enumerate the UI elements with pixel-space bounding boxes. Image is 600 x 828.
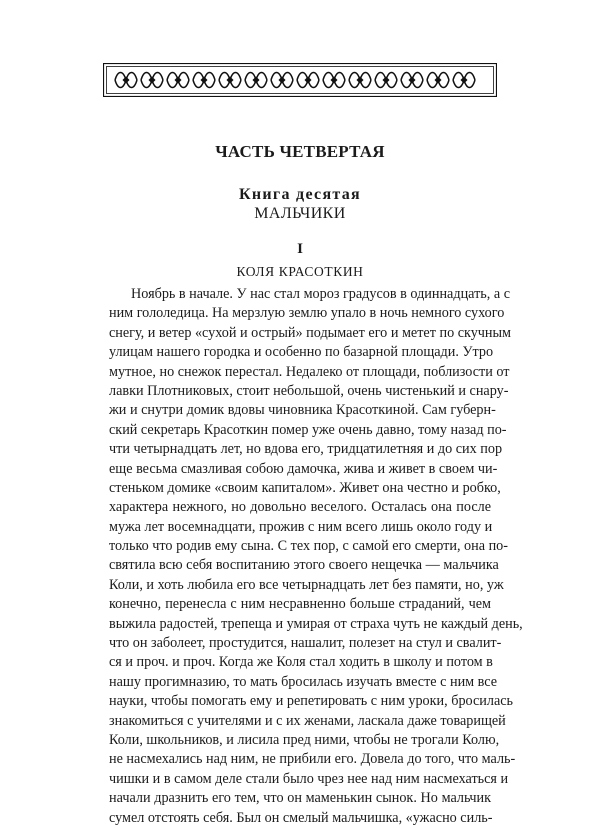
chapter-number: I (297, 241, 303, 257)
text-line: сумел отстоять себя. Был он смелый мальчишка, «ужасно силь- (109, 809, 493, 826)
text-line: стеньком домике «своим капиталом». Живет она честно и робко, (109, 479, 501, 496)
text-line: снегу, и ветер «сухой и острый» подымает его и метет по скучным (109, 324, 512, 341)
text-line: мутное, но снежок перестал. Недалеко от площади, поблизости от (109, 363, 510, 380)
text-line: улицам нашего городка и особенно по базарной площади. Утро (109, 344, 494, 361)
text-line: чти четырнадцать лет, но вдова его, тридцатилетняя и до сих пор (109, 441, 503, 458)
text-line: науки, чтобы помогать ему и репетировать с ним уроки, бросилась (109, 693, 514, 710)
text-line: святила всю себя воспитанию этого своего нещечка — мальчика (109, 557, 499, 574)
book-subtitle: МАЛЬЧИКИ (254, 205, 346, 222)
book-title: Книга десятая (238, 186, 362, 203)
text-line: знакомиться с учителями и с их женами, ласкала даже товарищей (109, 712, 506, 729)
text-line: еще весьма смазливая собою дамочка, жива и живет в своем чи- (109, 460, 498, 477)
text-line: конечно, перенесла с ним несравненно больше страданий, чем (109, 596, 491, 613)
text-line: не насмехались над ним, не прибили его. Довела до того, что маль- (109, 751, 516, 768)
part-title: ЧАСТЬ ЧЕТВЕРТАЯ (215, 142, 385, 161)
text-line: жи и снутри домик вдовы чиновника Красоткиной. Сам губерн- (109, 402, 496, 419)
text-line: мужа лет восемнадцати, прожив с ним всего лишь около году и (109, 518, 493, 535)
text-line: характера нежного, но довольно веселого. Осталась она после (109, 499, 491, 516)
text-line: Коли, и хоть любила его все четырнадцать лет без памяти, но, уж (109, 576, 504, 593)
text-line: лавки Плотниковых, стоит небольшой, очень чистенький и снару- (109, 382, 509, 399)
text-line: ский секретарь Красоткин помер уже очень давно, тому назад по- (109, 421, 507, 438)
text-line: чишки и в самом деле стали было чрез нее над ним насмехаться и (109, 770, 509, 787)
decorative-ornament-band (103, 63, 497, 97)
chapter-title: КОЛЯ КРАСОТКИН (236, 264, 364, 279)
text-line: ся и проч. и проч. Когда же Коля стал ходить в школу и потом в (109, 654, 493, 671)
body-text (109, 285, 523, 828)
text-line: Ноябрь в начале. У нас стал мороз градусов в одиннадцать, а с (131, 286, 511, 302)
text-line: только что родив ему сына. С тех пор, с самой его смерти, она по- (109, 538, 509, 555)
text-line: начали дразнить его тем, что он маменькин сынок. Но мальчик (109, 790, 491, 807)
text-line: Коли, школьников, и лисила пред ними, чтобы не трогали Колю, (109, 731, 500, 748)
text-line: нашу прогимназию, то мать бросилась изучать вместе с ним все (109, 673, 498, 690)
text-line: что он заболеет, простудится, нашалит, полезет на стул и свалит- (109, 635, 502, 652)
text-line: выжила радостей, трепеща и умирая от страха чуть не каждый день, (109, 615, 523, 632)
text-line: ним гололедица. На мерзлую землю упало в ночь немного сухого (109, 305, 505, 322)
